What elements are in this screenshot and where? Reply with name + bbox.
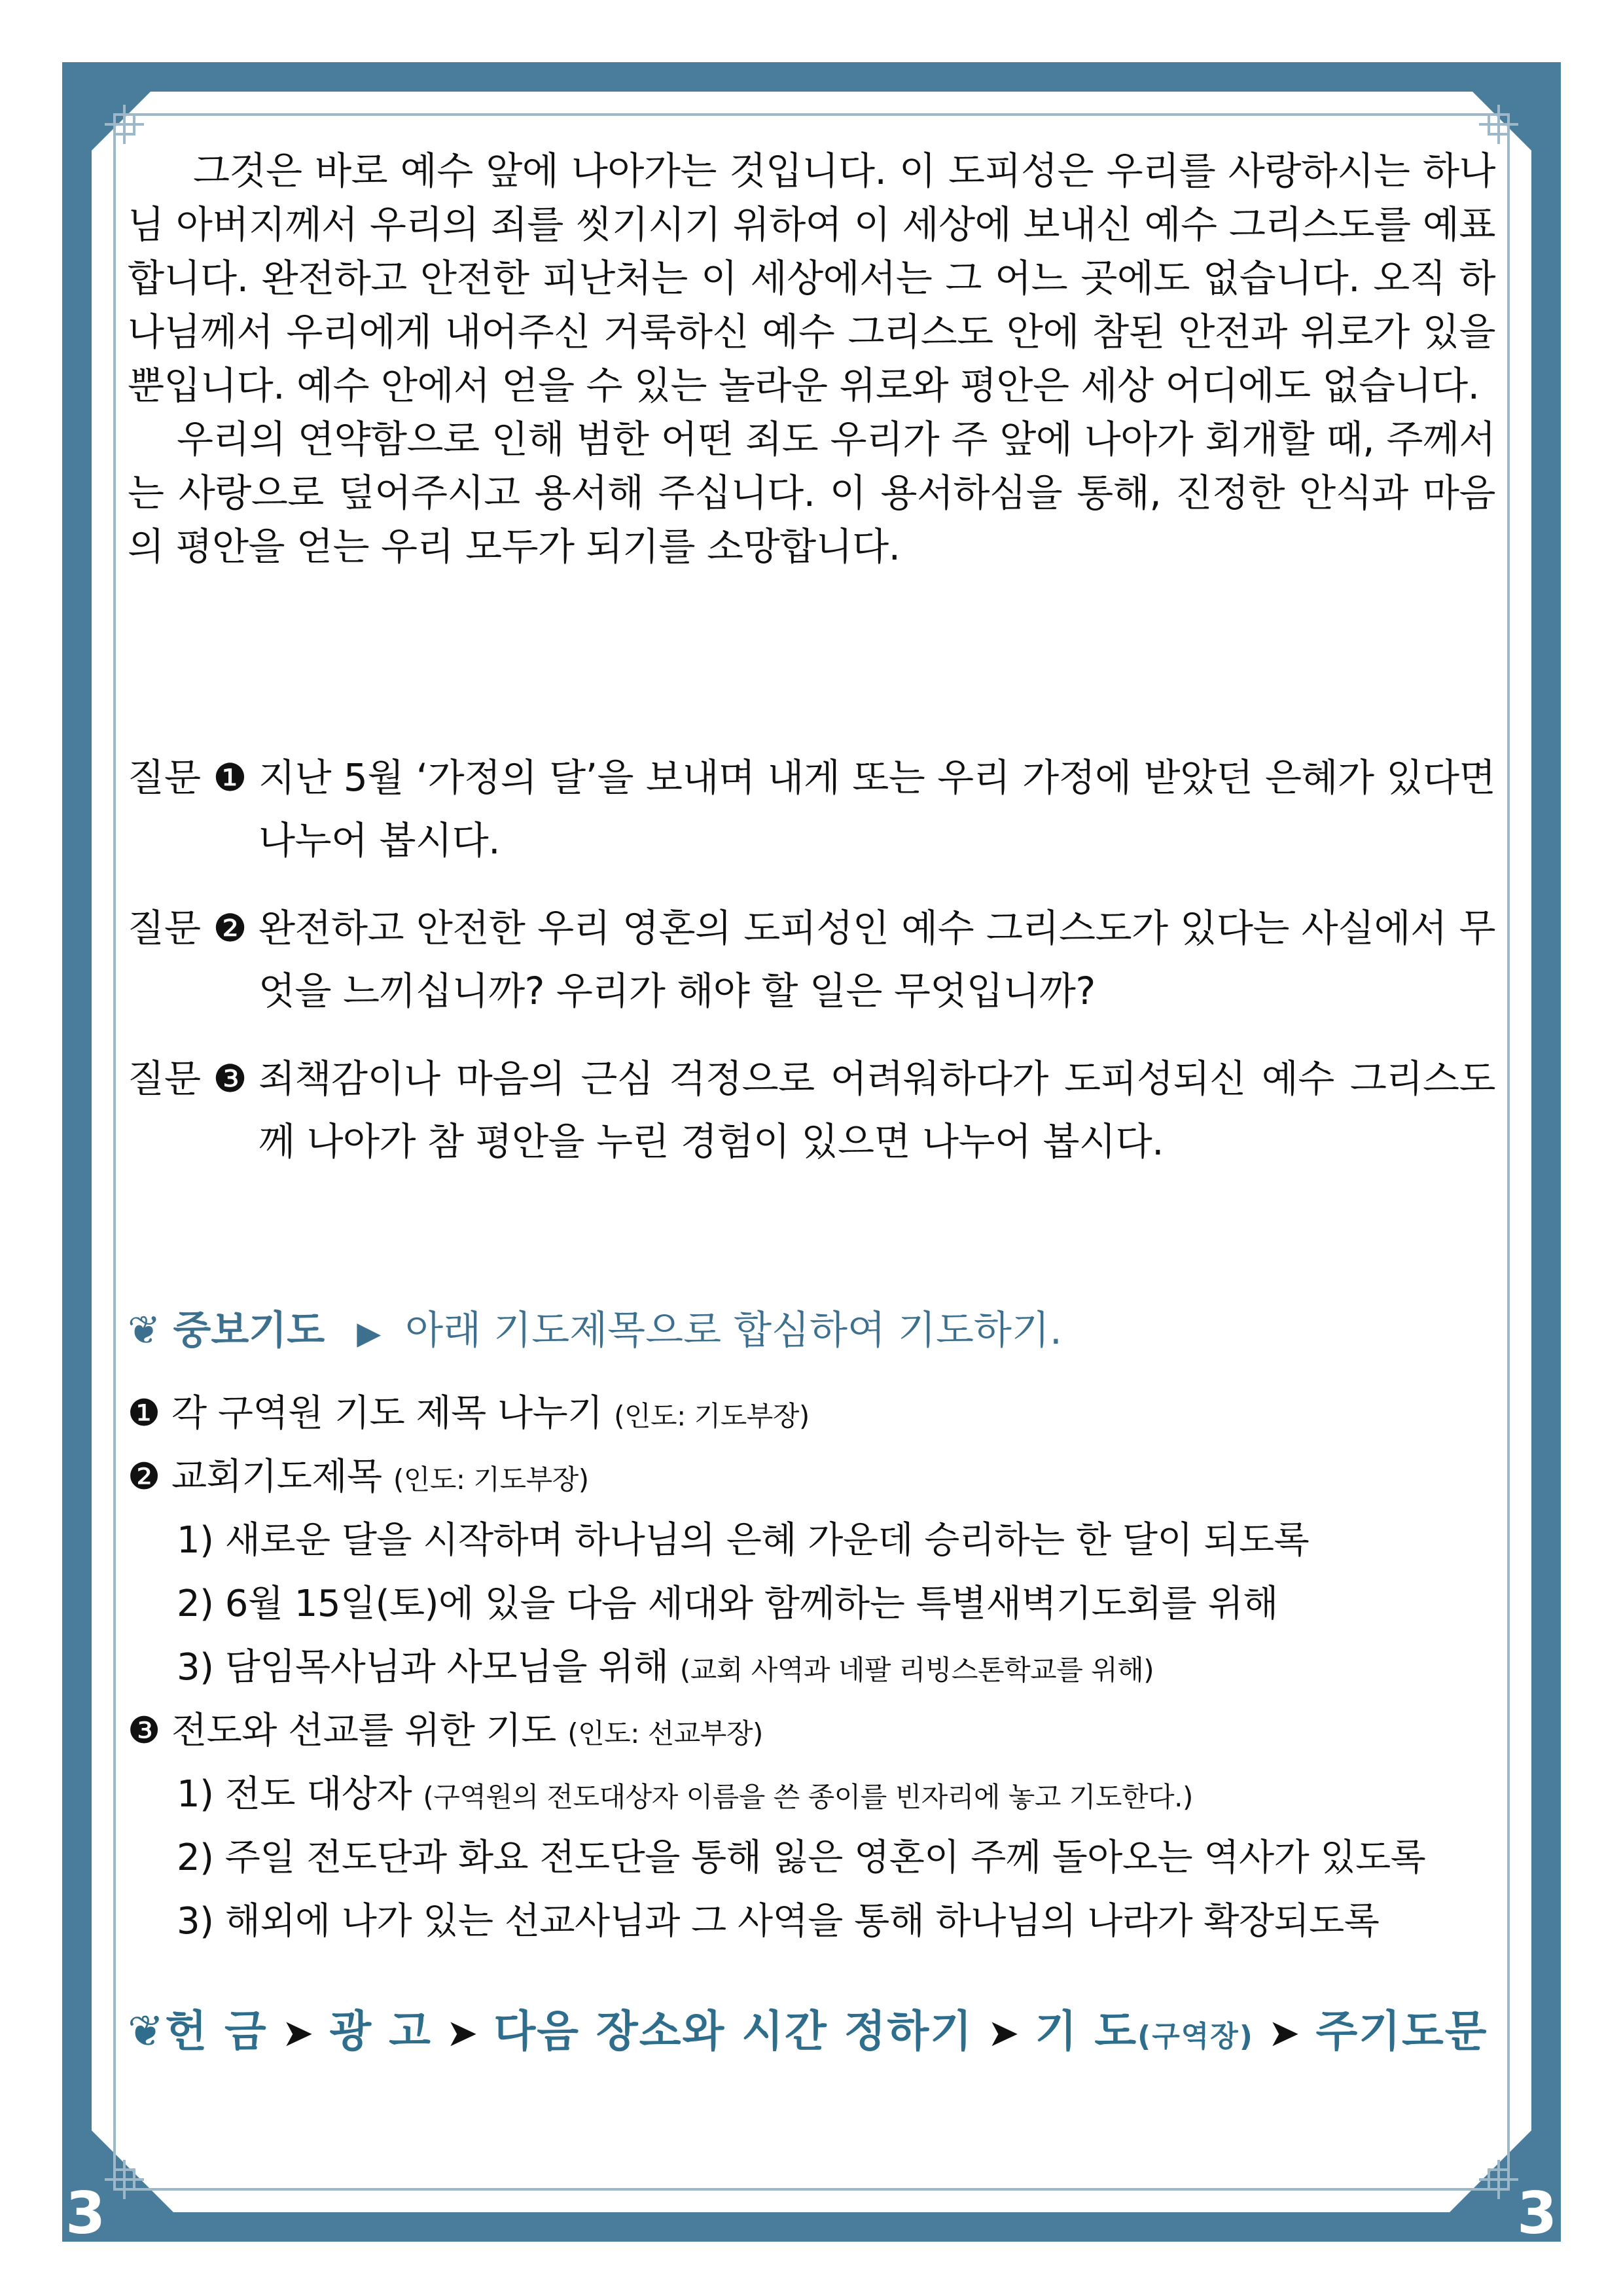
question-1 <box>128 746 1495 872</box>
arrow-icon: ➤ <box>446 2011 480 2055</box>
question-text: 지난 5월 ‘가정의 달’을 보내며 내게 또는 우리 가정에 받았던 은혜가 있다면 나누어 봅시다. <box>259 755 1496 863</box>
prayer-item: ❶ 각 구역원 기도 제목 나누기 (인도: 기도부장) <box>128 1392 810 1435</box>
body-paragraph-1: 그것은 바로 예수 앞에 나아가는 것입니다. 이 도피성은 우리를 사랑하시는 하나님 아버지께서 우리의 죄를 씻기시기 위하여 이 세상에 보내신 예수 그리스도를 예표합니다. 완전하고 안전한 피난처는 이 세상에서는 그 어느 곳에도 없습니다. 오직 하나님께서 우리에게 내어주신 거룩하신 예수 그리스도 안에 참된 안전과 위로가 있을 뿐입니다. 예수 안에서 얻을 수 있는 놀라운 위로와 평안은 세상 어디에도 없습니다. <box>128 149 1495 408</box>
step-offering: 헌 금 <box>165 2006 268 2056</box>
step-prayer-note: (구역장) <box>1137 2020 1254 2053</box>
question-label: 질문 ❶ <box>128 755 247 800</box>
prayer-subitem: 3) 담임목사님과 사모님을 위해 (교회 사역과 네팔 리빙스톤학교를 위해) <box>177 1646 1154 1689</box>
prayer-subitem: 2) 6월 15일(토)에 있을 다음 세대와 함께하는 특별새벽기도회를 위해 <box>177 1583 1278 1625</box>
prayer-heading <box>128 1299 1062 1355</box>
corner-top-right <box>1472 92 1531 151</box>
step-lords-prayer: 주기도문 <box>1315 2006 1488 2056</box>
page-number-left: 3 <box>65 2179 106 2247</box>
prayer-subitem: 2) 주일 전도단과 화요 전도단을 통해 잃은 영혼이 주께 돌아오는 역사가 있도록 <box>177 1837 1426 1879</box>
question-text: 죄책감이나 마음의 근심 걱정으로 어려워하다가 도피성되신 예수 그리스도께 나아가 참 평안을 누린 경험이 있으면 나누어 봅시다. <box>259 1056 1495 1164</box>
order-of-service <box>128 1996 1488 2058</box>
flower-icon: ❦ <box>128 1308 161 1354</box>
body-text <box>128 144 1495 573</box>
step-prayer: 기 도 <box>1035 2006 1138 2056</box>
flower-icon: ❦ <box>128 2006 166 2056</box>
step-announcement: 광 고 <box>329 2006 432 2056</box>
body-paragraph-2: 우리의 연약함으로 인해 범한 어떤 죄도 우리가 주 앞에 나아가 회개할 때, 주께서는 사랑으로 덮어주시고 용서해 주십니다. 이 용서하심을 통해, 진정한 안식과 마음의 평안을 얻는 우리 모두가 되기를 소망합니다. <box>128 417 1495 569</box>
question-2 <box>128 897 1495 1022</box>
corner-top-left <box>92 92 151 151</box>
arrow-icon: ➤ <box>281 2011 315 2055</box>
question-label: 질문 ❷ <box>128 906 247 950</box>
prayer-subitem: 1) 전도 대상자 (구역원의 전도대상자 이름을 쓴 종이를 빈자리에 놓고 기도한다.) <box>177 1773 1193 1816</box>
arrow-icon: ➤ <box>1268 2011 1302 2055</box>
page-number-right: 3 <box>1517 2179 1558 2247</box>
question-3 <box>128 1047 1495 1173</box>
step-schedule: 다음 장소와 시간 정하기 <box>493 2006 974 2056</box>
question-label: 질문 ❸ <box>128 1056 247 1101</box>
arrow-icon: ➤ <box>988 2011 1021 2055</box>
prayer-subitem: 1) 새로운 달을 시작하며 하나님의 은혜 가운데 승리하는 한 달이 되도록 <box>177 1519 1310 1562</box>
pointer-icon: ▶ <box>357 1315 382 1352</box>
question-text: 완전하고 안전한 우리 영혼의 도피성인 예수 그리스도가 있다는 사실에서 무엇을 느끼십니까? 우리가 해야 할 일은 무엇입니까? <box>259 906 1495 1013</box>
prayer-subtitle: 아래 기도제목으로 합심하여 기도하기. <box>405 1308 1062 1354</box>
prayer-subitem: 3) 해외에 나가 있는 선교사님과 그 사역을 통해 하나님의 나라가 확장되도록 <box>177 1900 1380 1943</box>
prayer-item: ❸ 전도와 선교를 위한 기도 (인도: 선교부장) <box>128 1710 763 1752</box>
prayer-item: ❷ 교회기도제목 (인도: 기도부장) <box>128 1456 589 1498</box>
prayer-title: 중보기도 <box>173 1308 325 1354</box>
